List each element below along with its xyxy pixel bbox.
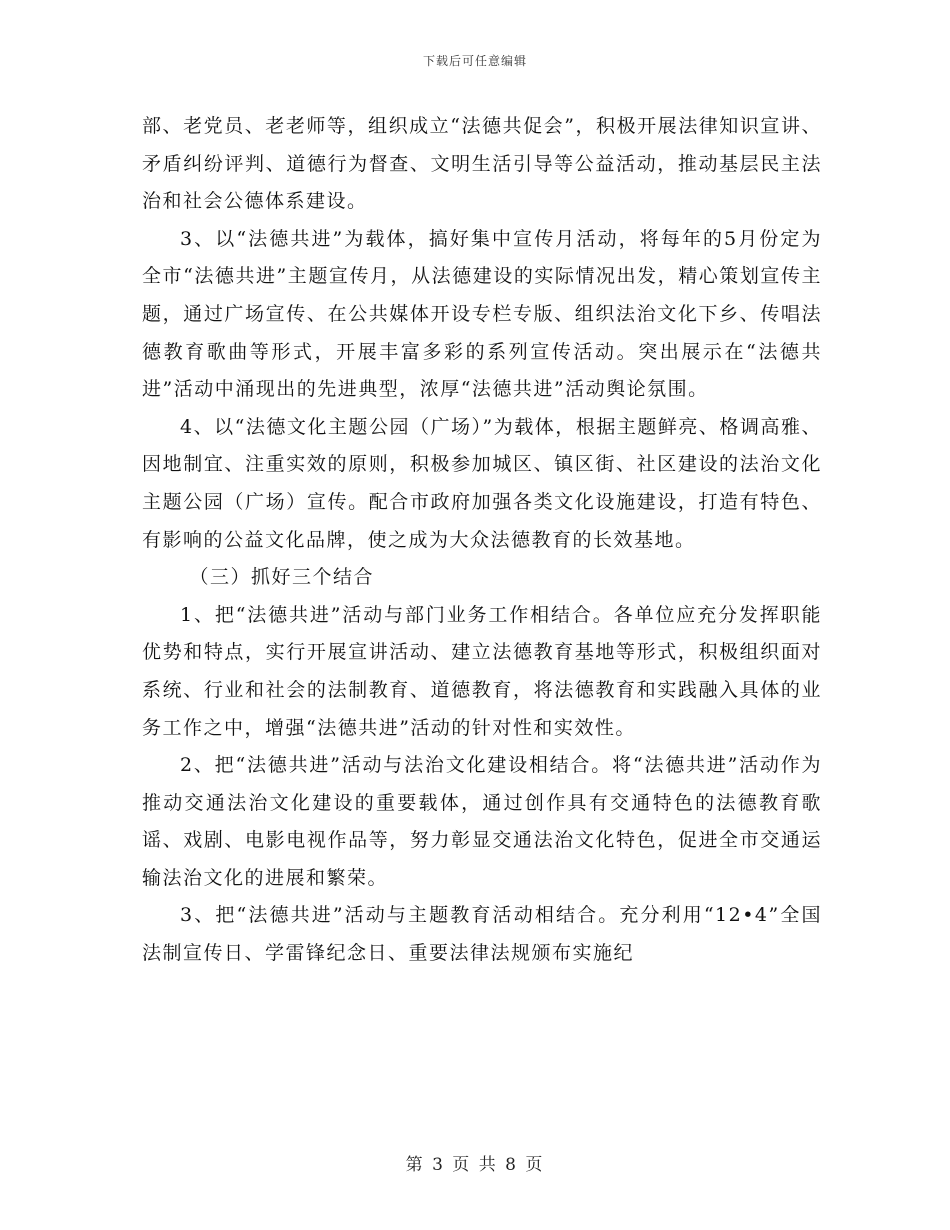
section-heading: （三）抓好三个结合 [189,566,375,589]
paragraph-item-1: 1、把“法德共进”活动与部门业务工作相结合。各单位应充分发挥职能优势和特点，实行开展宣讲活动、建立法德教育基地等形式，积极组织面对系统、行业和社会的法制教育、道德教育，将法德教育和实践融入具体的业务工作之中，增强“法德共进”活动的针对性和实效性。 [142,603,822,739]
paragraph-item-3-b: 3、把“法德共进”活动与主题教育活动相结合。充分利用“12•4”全国法制宣传日、学雷锋纪念日、重要法律法规颁布实施纪 [142,904,822,965]
page-header: 下载后可任意编辑 [422,54,527,68]
paragraph-item-2: 2、把“法德共进”活动与法治文化建设相结合。将“法德共进”活动作为推动交通法治文化建设的重要载体，通过创作具有交通特色的法德教育歌谣、戏剧、电影电视作品等，努力彰显交通法治文化特色，促进全市交通运输法治文化的进展和繁荣。 [142,754,822,889]
paragraph-item-3: 3、以“法德共进”为载体，搞好集中宣传月活动，将每年的5月份定为全市“法德共进”主题宣传月，从法德建设的实际情况出发，精心策划宣传主题，通过广场宣传、在公共媒体开设专栏专版、组织法治文化下乡、传唱法德教育歌曲等形式，开展丰富多彩的系列宣传活动。突出展示在“法德共进”活动中涌现出的先进典型，浓厚“法德共进”活动舆论氛围。 [142,227,822,401]
document-body [142,108,822,973]
paragraph-continuation: 部、老党员、老老师等，组织成立“法德共促会”，积极开展法律知识宣讲、矛盾纠纷评判、道德行为督查、文明生活引导等公益活动，推动基层民主法治和社会公德体系建设。 [142,115,822,213]
page-number: 第 3 页 共 8 页 [405,1155,545,1175]
paragraph-item-4: 4、以“法德文化主题公园（广场）”为载体，根据主题鲜亮、格调高雅、因地制宜、注重实效的原则，积极参加城区、镇区街、社区建设的法治文化主题公园（广场）宣传。配合市政府加强各类文化设施建设，打造有特色、有影响的公益文化品牌，使之成为大众法德教育的长效基地。 [142,415,822,551]
